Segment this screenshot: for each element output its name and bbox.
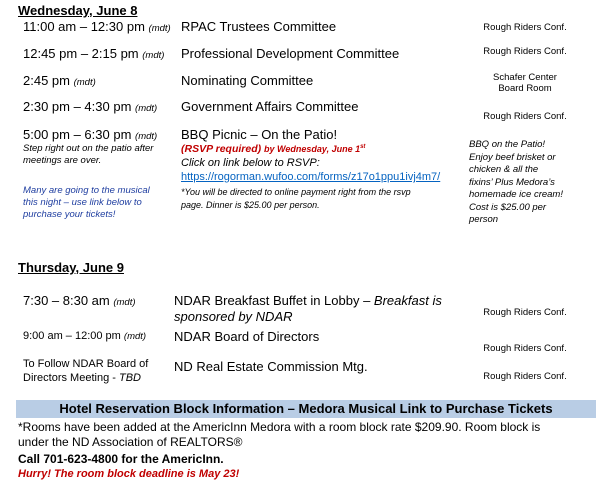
event-name: NDAR Breakfast Buffet in Lobby – Breakfast is sponsored by NDAR xyxy=(174,293,442,324)
location: Rough Riders Conf. xyxy=(483,111,567,122)
location: Rough Riders Conf. xyxy=(483,371,567,382)
rsvp-required: (RSVP required) by Wednesday, June 1st xyxy=(181,143,366,155)
location: Rough Riders Conf. xyxy=(483,343,567,354)
patio-note: Step right out on the patio after meetings are over. xyxy=(23,143,154,166)
time-cell: 11:00 am – 12:30 pm (mdt) xyxy=(23,19,171,34)
musical-note: Many are going to the musical this night – use link below to purchase your tickets! xyxy=(23,185,150,220)
rsvp-instruction: Click on link below to RSVP: xyxy=(181,157,320,169)
time-cell: 5:00 pm – 6:30 pm (mdt) xyxy=(23,127,158,142)
event-name: NDAR Board of Directors xyxy=(174,329,320,344)
hotel-phone: Call 701-623-4800 for the AmericInn. xyxy=(18,452,224,466)
thursday-heading: Thursday, June 9 xyxy=(18,260,124,275)
event-name: BBQ Picnic – On the Patio! xyxy=(181,127,338,142)
hotel-info: *Rooms have been added at the AmericInn Medora with a room block rate $209.90. Room block is under the ND Association of REALTORS® xyxy=(18,420,541,449)
event-name: Professional Development Committee xyxy=(181,46,400,61)
time-cell: 12:45 pm – 2:15 pm (mdt) xyxy=(23,46,165,61)
hotel-banner: Hotel Reservation Block Information – Medora Musical Link to Purchase Tickets xyxy=(16,400,596,418)
payment-note: *You will be directed to online payment right from the rsvp page. Dinner is $25.00 per person. xyxy=(181,187,411,210)
event-name: Government Affairs Committee xyxy=(181,99,359,114)
location: Rough Riders Conf. xyxy=(483,22,567,33)
event-name: ND Real Estate Commission Mtg. xyxy=(174,359,368,374)
location: Schafer Center Board Room xyxy=(493,72,557,94)
time-cell: 2:45 pm (mdt) xyxy=(23,73,96,88)
rsvp-link[interactable]: https://rogorman.wufoo.com/forms/z17o1ppu1ivj4m7/ xyxy=(181,171,441,183)
wednesday-heading: Wednesday, June 8 xyxy=(18,3,138,18)
time-cell: 9:00 am – 12:00 pm (mdt) xyxy=(23,330,147,342)
bbq-description: BBQ on the Patio! Enjoy beef brisket or chicken & all the fixins’ Plus Medora’s homemade ice cream! Cost is $25.00 per person xyxy=(469,139,563,225)
event-name: RPAC Trustees Committee xyxy=(181,19,337,34)
time-cell: 2:30 pm – 4:30 pm (mdt) xyxy=(23,99,158,114)
event-name: Nominating Committee xyxy=(181,73,314,88)
location: Rough Riders Conf. xyxy=(483,46,567,57)
deadline-note: Hurry! The room block deadline is May 23! xyxy=(18,468,240,480)
time-cell: 7:30 – 8:30 am (mdt) xyxy=(23,293,136,308)
location: Rough Riders Conf. xyxy=(483,307,567,318)
time-cell: To Follow NDAR Board of Directors Meeting - TBD xyxy=(23,358,149,384)
